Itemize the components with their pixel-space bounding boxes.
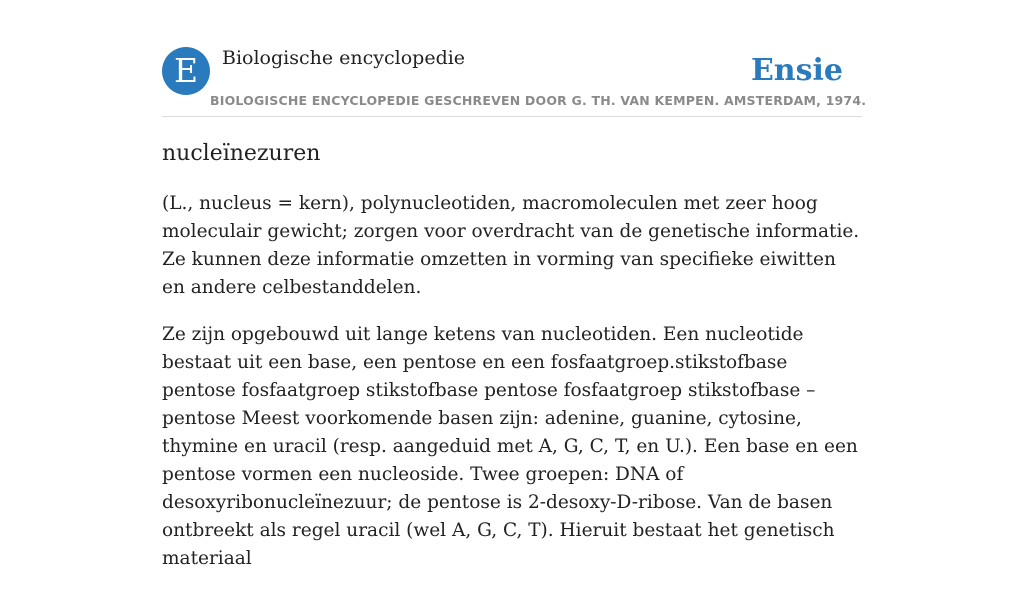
- entry-paragraph-2: Ze zijn opgebouwd uit lange ketens van nucleotiden. Een nucleotide bestaat uit een base, een pentose en een fosfaatgroep.stikstofbase pentose fosfaatgroep stikstofbase pentose fosfaatgroep stikstofbase – pentose Meest voorkomende basen zijn: adenine, guanine, cytosine, thymine en uracil (resp. aangeduid met A, G, C, T, en U.). Een base en een pentose vormen een nucleoside. Twee groepen: DNA of desoxyribonucleïnezuur; de pentose is 2-desoxy-D-ribose. Van de basen ontbreekt als regel uracil (wel A, G, C, T). Hieruit bestaat het genetisch materiaal: [162, 324, 858, 569]
- header: [162, 46, 867, 117]
- book-logo-icon[interactable]: E: [162, 47, 210, 95]
- entry-paragraph-1: (L., nucleus = kern), polynucleotiden, macromoleculen met zeer hoog moleculair gewicht; zorgen voor overdracht van de genetische informatie. Ze kunnen deze informatie omzetten in vorming van specifieke eiwitten en andere celbestanddelen.: [162, 193, 860, 298]
- entry-content: [162, 138, 862, 592]
- entry-title: nucleïnezuren: [162, 141, 321, 166]
- book-title-link[interactable]: Biologische encyclopedie: [222, 47, 466, 69]
- ensie-brand-logo[interactable]: Ensie: [750, 53, 843, 88]
- book-subtitle: BIOLOGISCHE ENCYCLOPEDIE GESCHREVEN DOOR G. TH. VAN KEMPEN. AMSTERDAM, 1974.: [210, 93, 867, 108]
